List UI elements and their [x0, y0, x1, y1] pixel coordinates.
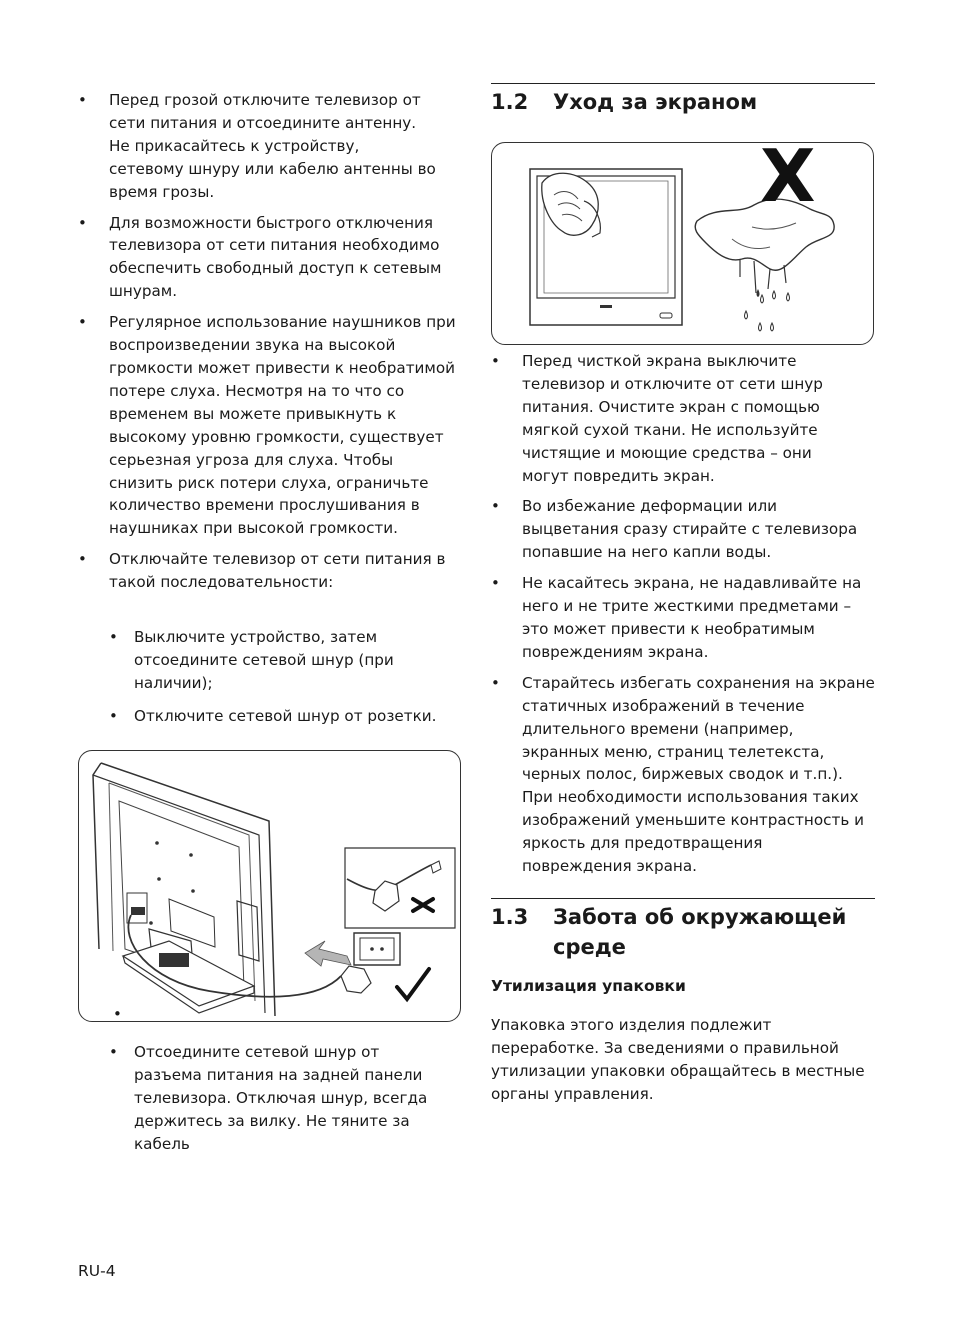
- bullet-disconnect-sequence: • Отключайте телевизор от сети питания в такой последовательности:: [78, 548, 463, 594]
- bullet-pull-plug: • Отсоедините сетевой шнур от разъема питания на задней панели телевизора. Отключая шнур, всегда держитесь за вилку. Не тяните за кабель: [109, 1041, 464, 1156]
- bullet-thunderstorm: • Перед грозой отключите телевизор от сети питания и отсоедините антенну. Не прикасайтесь к устройству, сетевому шнуру или кабелю антенны во время грозы.: [78, 89, 463, 204]
- step-unplug-socket: • Отключите сетевой шнур от розетки.: [109, 705, 469, 728]
- packaging-heading: Утилизация упаковки: [491, 977, 686, 995]
- section-1-3-heading: [491, 902, 875, 964]
- wrong-method-mark: X: [760, 143, 816, 218]
- bullet-water-drops: • Во избежание деформации или выцветания сразу стирайте с телевизора попавшие на него капли воды.: [491, 495, 875, 564]
- screen-care-bullet-list: [491, 350, 875, 878]
- section-1-2-heading: [491, 87, 875, 117]
- screen-care-illustration: [491, 142, 874, 345]
- section-title: Уход за экраном: [553, 90, 758, 114]
- section-1-3-rule: [491, 898, 875, 899]
- unplug-illustration: [78, 750, 461, 1022]
- section-number: 1.2: [491, 90, 529, 114]
- disconnect-steps-list: [109, 626, 469, 728]
- bullet-headphones: • Регулярное использование наушников при воспроизведении звука на высокой громкости может привести к необратимой потере слуха. Несмотря на то что со временем вы можете привыкнуть к высокому уровню громкости, существует серьезная угроза для слуха. Чтобы снизить риск потери слуха, ограничьте количество времени прослушивания в наушниках при высокой громкости.: [78, 311, 463, 540]
- page-number: RU-4: [78, 1262, 116, 1280]
- bullet-static-images: • Старайтесь избегать сохранения на экране статичных изображений в течение длительного времени (например, экранных меню, страниц телетекста, черных полос, биржевых сводок и т.п.). При необходимости использования таких изображений уменьшите контрастность и яркость для предотвращения повреждения экрана.: [491, 672, 875, 878]
- safety-bullet-list: [78, 89, 463, 594]
- step-switch-off: • Выключите устройство, затем отсоедините сетевой шнур (при наличии);: [109, 626, 469, 695]
- bullet-switch-off-clean: • Перед чисткой экрана выключите телевизор и отключите от сети шнур питания. Очистите экран с помощью мягкой сухой ткани. Не используйте чистящие и моющие средства – они могут повредить экран.: [491, 350, 875, 487]
- section-number: 1.3: [491, 905, 529, 929]
- section-1-2-rule: [491, 83, 875, 84]
- bullet-do-not-touch: • Не касайтесь экрана, не надавливайте на него и не трите жесткими предметами – это может привести к необратимым повреждениям экрана.: [491, 572, 875, 664]
- section-title: Забота об окружающей среде: [553, 905, 847, 959]
- packaging-text: Упаковка этого изделия подлежит переработке. За сведениями о правильной утилизации упаковки обращайтесь в местные органы управления.: [491, 1016, 865, 1103]
- bullet-quick-disconnect: • Для возможности быстрого отключения телевизора от сети питания необходимо обеспечить свободный доступ к сетевым шнурам.: [78, 212, 463, 304]
- cable-handling-list: [109, 1041, 464, 1156]
- figure-bullet-dot: •: [113, 1005, 122, 1023]
- tv-back-drawing: [79, 751, 460, 1021]
- screen-cleaning-drawing: [492, 143, 873, 344]
